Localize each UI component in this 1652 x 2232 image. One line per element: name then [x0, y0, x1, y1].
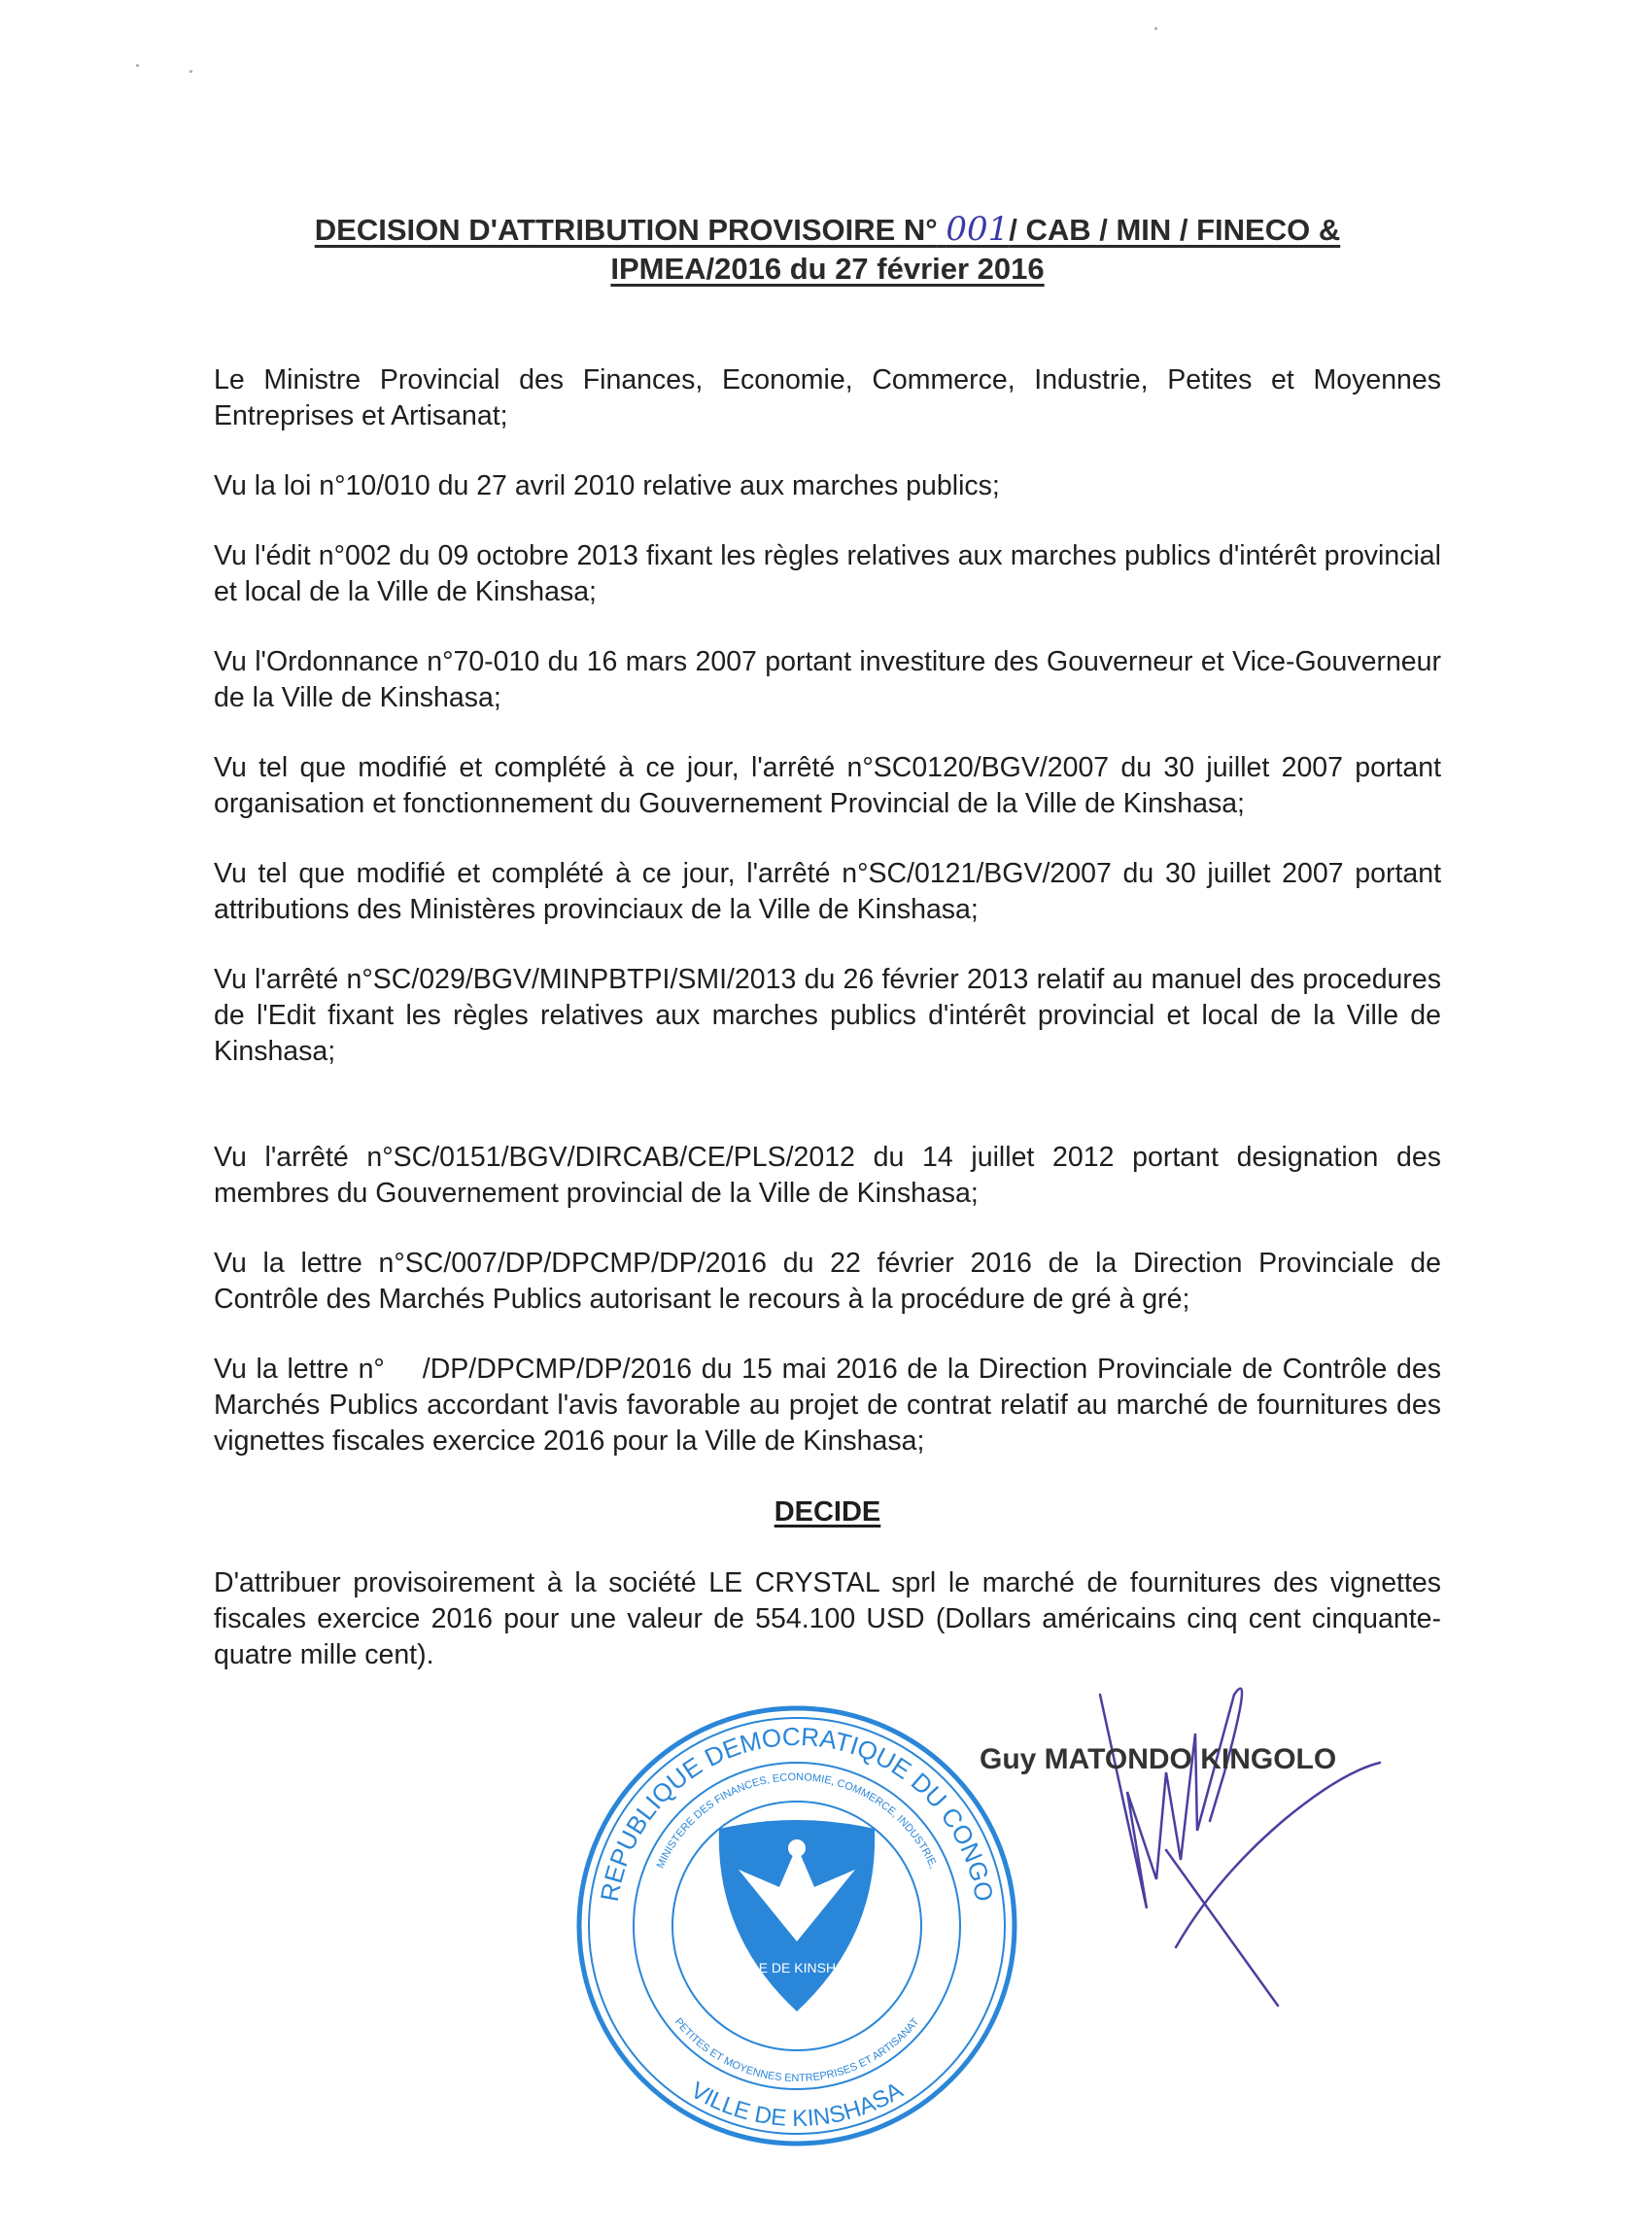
decide-heading-text: DECIDE	[774, 1496, 881, 1528]
citation-paragraph: Vu la lettre n° /DP/DPCMP/DP/2016 du 15 mai 2016 de la Direction Provinciale de Contrôle des Marchés Publics accordant l'avis favorable au projet de contrat relatif au marché de fournitures des vignettes fiscales exercice 2016 pour la Ville de Kinshasa;	[214, 1354, 1449, 1457]
decide-heading	[214, 1494, 1441, 1530]
official-stamp	[573, 1702, 1020, 2154]
handwritten-signature	[1088, 1656, 1399, 2030]
title-suffix: / CAB / MIN / FINECO &	[1009, 213, 1341, 247]
citation-paragraph: Vu tel que modifié et complété à ce jour, l'arrêté n°SC0120/BGV/2007 du 30 juillet 2007 portant organisation et fonctionnement du Gouvernement Provincial de la Ville de Kinshasa;	[214, 752, 1441, 819]
svg-text:PETITES ET MOYENNES ENTREPRISE: PETITES ET MOYENNES ENTREPRISES ET ARTISANAT	[671, 2015, 922, 2084]
svg-text:MINISTERE DES FINANCES, ECONOM: MINISTERE DES FINANCES, ECONOMIE, COMMERCE, INDUSTRIE,	[654, 1771, 940, 1871]
document-body	[214, 210, 1449, 2159]
preamble-paragraph: Le Ministre Provincial des Finances, Economie, Commerce, Industrie, Petites et Moyennes Entreprises et Artisanat;	[214, 364, 1441, 431]
citation-paragraph: Vu l'Ordonnance n°70-010 du 16 mars 2007 portant investiture des Gouverneur et Vice-Gouverneur de la Ville de Kinshasa;	[214, 646, 1441, 713]
signer-name: Guy MATONDO KINGOLO	[980, 1743, 1337, 1775]
citation-paragraph: Vu la lettre n°SC/007/DP/DPCMP/DP/2016 du 22 février 2016 de la Direction Provinciale de Contrôle des Marchés Publics autorisant le recours à la procédure de gré à gré;	[214, 1248, 1441, 1315]
title-prefix: DECISION D'ATTRIBUTION PROVISOIRE N°	[314, 213, 938, 247]
stamp-seal-icon	[573, 1702, 1020, 2149]
citation-paragraph: Vu l'édit n°002 du 09 octobre 2013 fixant les règles relatives aux marches publics d'intérêt provincial et local de la Ville de Kinshasa;	[214, 540, 1441, 607]
title-date: IPMEA/2016 du 27 février 2016	[610, 252, 1045, 286]
scan-speck	[136, 64, 139, 67]
signature-block	[214, 1702, 1441, 2159]
document-title	[214, 210, 1441, 289]
document-title-line2	[97, 250, 1558, 289]
decision-paragraph: D'attribuer provisoirement à la société LE CRYSTAL sprl le marché de fournitures des vignettes fiscales exercice 2016 pour une valeur de 554.100 USD (Dollars américains cinq cent cinquante-quatre mille cent).	[214, 1567, 1441, 1670]
svg-text:VILLE DE KINSHASA: VILLE DE KINSHASA	[686, 2077, 908, 2133]
citation-paragraph: Vu l'arrêté n°SC/0151/BGV/DIRCAB/CE/PLS/2012 du 14 juillet 2012 portant designation des membres du Gouvernement provincial de la Ville de Kinshasa;	[214, 1142, 1441, 1209]
signature-icon	[1088, 1656, 1399, 2025]
citation-paragraph: Vu l'arrêté n°SC/029/BGV/MINPBTPI/SMI/2013 du 26 février 2013 relatif au manuel des procedures de l'Edit fixant les règles relatives aux marches publics d'intérêt provincial et local de la Ville de Kinshasa;	[214, 964, 1441, 1067]
scan-speck	[189, 70, 192, 73]
citation-paragraph: Vu tel que modifié et complété à ce jour, l'arrêté n°SC/0121/BGV/2007 du 30 juillet 2007 portant attributions des Ministères provinciaux de la Ville de Kinshasa;	[214, 858, 1441, 925]
scan-speck	[1154, 27, 1157, 30]
document-title-line1	[97, 210, 1558, 250]
citation-paragraph: Vu la loi n°10/010 du 27 avril 2010 relative aux marches publics;	[214, 470, 1000, 501]
handwritten-decision-number: 001	[946, 210, 1010, 249]
svg-text:REPUBLIQUE DEMOCRATIQUE DU CON: REPUBLIQUE DEMOCRATIQUE DU CONGO	[594, 1721, 1000, 1905]
svg-text:VILLE DE KINSHASA: VILLE DE KINSHASA	[730, 1960, 864, 1975]
